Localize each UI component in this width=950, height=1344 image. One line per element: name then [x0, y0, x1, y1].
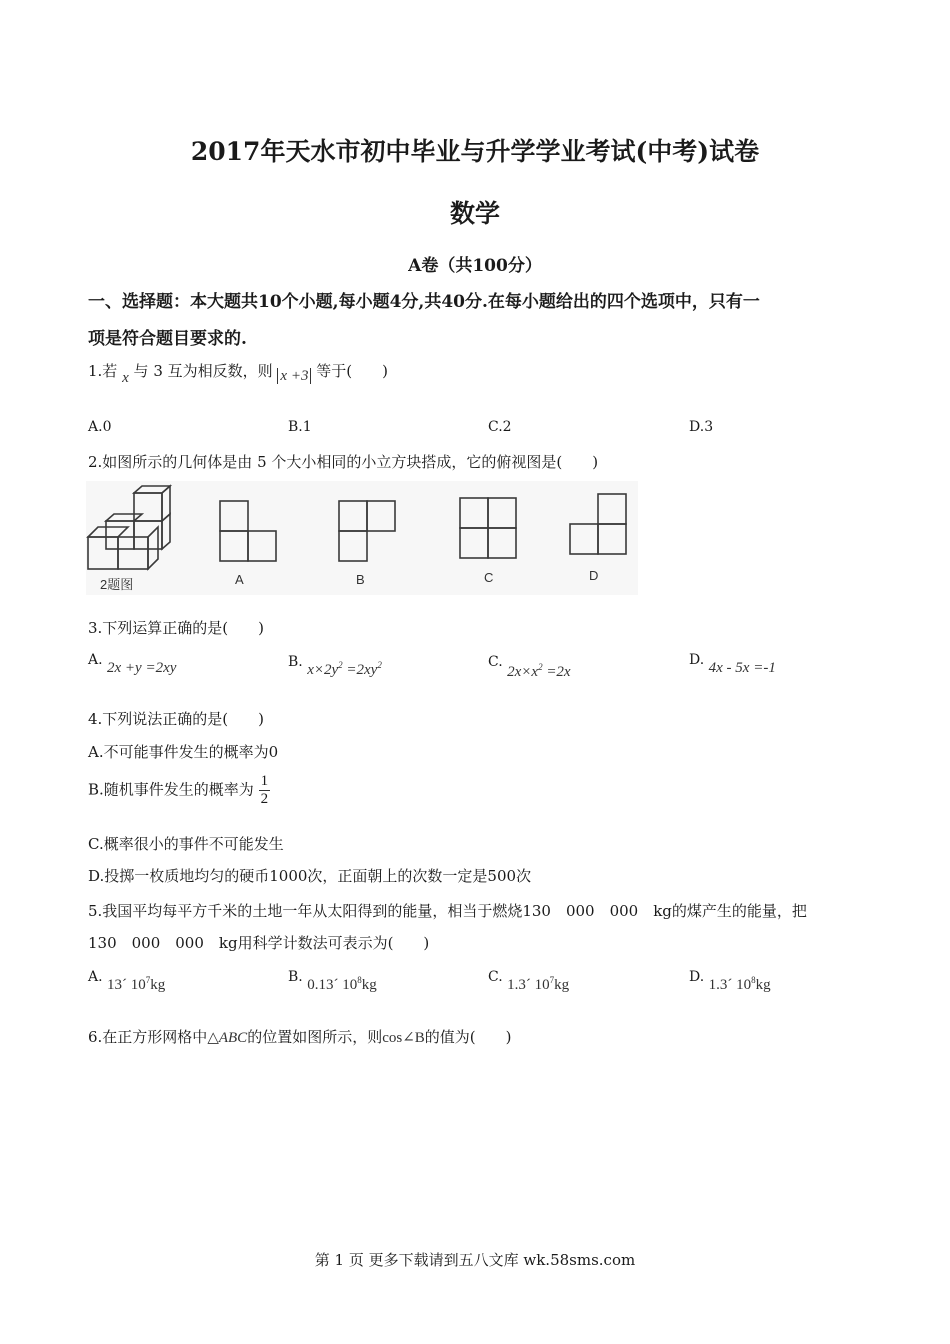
q4-option-b: B.随机事件发生的概率为 $\frac{1}{2}$: [88, 773, 269, 807]
page-title: 2017年天水市初中毕业与升学学业考试(中考)试卷: [190, 137, 760, 166]
subject-title: 数学: [449, 199, 500, 228]
q1-var-x: x: [122, 370, 129, 386]
q1-option-d: D.3: [689, 419, 714, 435]
q5-option-b: B. 0.13´ $10^8kg$: [288, 969, 377, 993]
q3-option-d: D. 4x - 5x =-1: [689, 652, 776, 676]
q1-abs-expr: x +3: [277, 368, 311, 384]
option-d-label: D: [589, 568, 599, 583]
q1-mid: 与 3 互为相反数，则: [133, 362, 273, 380]
paper-heading: A卷（共100分）: [408, 256, 542, 276]
q4-option-d: D.投掷一枚质地均匀的硬币1000次，正面朝上的次数一定是500次: [88, 867, 532, 885]
q4-fraction: $\frac{1}{2}$: [260, 773, 269, 807]
question-2-figure: [86, 481, 638, 595]
q4-option-a: A.不可能事件发生的概率为0: [88, 743, 279, 761]
page-footer: 第 1 页 更多下载请到五八文库 wk.58sms.com: [314, 1251, 636, 1269]
q5-option-a: A. 13´ $10^7kg$: [88, 969, 166, 993]
q1-prefix: 1.若: [88, 362, 118, 380]
q6-triangle: △ABC: [207, 1030, 248, 1046]
section-heading-line2: 项是符合题目要求的.: [88, 329, 247, 349]
q4-option-c: C.概率很小的事件不可能发生: [88, 835, 284, 853]
question-5-line2: 130 000 000 kg用科学计数法可表示为( ): [88, 934, 430, 952]
section-heading-line1: 一、选择题：本大题共10个小题,每小题4分,共40分.在每小题给出的四个选项中，只有一: [88, 292, 760, 312]
option-b-label: B: [356, 572, 365, 587]
question-2-stem: 2.如图所示的几何体是由 5 个大小相同的小立方块搭成，它的俯视图是( ): [88, 453, 599, 471]
q3-option-c: C. $2x\times x^2 =2x$: [488, 654, 571, 680]
q3-option-b: B. $x\times 2y^2 =2xy^2$: [288, 654, 382, 678]
question-5-line1: 5.我国平均每平方千米的土地一年从太阳得到的能量，相当于燃烧130 000 000 kg的煤产生的能量，把: [88, 902, 807, 920]
q6-cos: cos∠B: [382, 1030, 425, 1046]
q1-option-c: C.2: [488, 419, 512, 435]
q1-suffix: 等于( ): [316, 362, 388, 380]
q5-option-c: C. 1.3´ $10^7kg$: [488, 969, 570, 993]
q1-option-b: B.1: [288, 419, 312, 435]
figure-caption: 2题图: [100, 577, 134, 592]
option-a-label: A: [235, 572, 244, 587]
q5-option-d: D. 1.3´ $10^8kg$: [689, 969, 771, 993]
question-6-stem: 6.在正方形网格中△ABC的位置如图所示，则cos∠B的值为( ): [88, 1028, 512, 1046]
q3-option-a: A. 2x +y =2xy: [88, 652, 177, 676]
question-1-stem: [88, 360, 388, 386]
q1-option-a: A.0: [88, 419, 112, 435]
question-4-stem: 4.下列说法正确的是( ): [88, 710, 265, 728]
option-c-label: C: [484, 570, 494, 585]
question-3-stem: 3.下列运算正确的是( ): [88, 619, 265, 637]
